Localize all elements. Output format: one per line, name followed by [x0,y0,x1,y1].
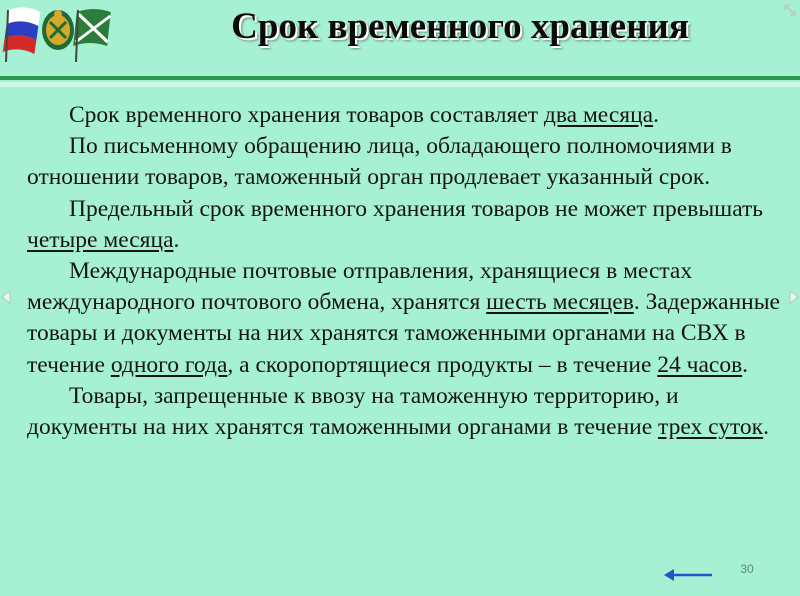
paragraph-text: Товары, запрещенные к ввозу на таможенную территорию, и документы на них хранятся таможенными органами в течение [27,382,679,441]
paragraph-text: . [633,289,640,316]
paragraph-text: , а скоропортящиеся продукты – в течение [227,351,658,378]
next-slide-arrow-icon[interactable] [788,290,800,304]
paragraph-text: По письменному обращению лица, обладающего полномочиями в отношении товаров, таможенный орган продлевает указанный срок. [27,133,732,191]
page-number: 30 [740,562,754,576]
expand-arrows-icon[interactable] [782,2,798,18]
paragraph-text: . [653,102,659,128]
paragraph-text: . [173,226,180,253]
slide-header [0,0,800,72]
paragraph-text: Международные почтовые отправления, хранящиеся в местах международного почтового обмена, хранятся [27,258,693,316]
paragraph-text: Срок временного хранения товаров составляет [69,102,544,128]
header-divider [0,76,800,88]
divider-line-light [0,82,800,87]
paragraph-extension [27,131,787,193]
emphasis-three-days: трех суток [658,414,764,441]
emphasis-six-months: шесть месяцев [486,289,634,316]
paragraph-text: Задержанные товары и документы на них хранятся таможенными органами на СВХ в течение [27,289,780,378]
emphasis-24-hours: 24 часов [657,351,743,378]
back-arrow-icon[interactable] [662,566,714,584]
emphasis-two-months: два месяца [543,102,654,128]
page-title: Срок временного хранения [231,6,689,47]
paragraph-text: Предельный срок временного хранения товаров не может превышать [69,195,764,222]
paragraph-max-term [27,194,787,256]
paragraph-storage-term [27,100,787,131]
paragraph-postal-items [27,256,787,381]
paragraph-text: . [763,414,769,441]
slide-body [27,100,787,443]
paragraph-prohibited-goods [27,381,787,443]
emphasis-four-months: четыре месяца [27,226,174,253]
previous-slide-arrow-icon[interactable] [0,290,12,304]
customs-emblem-with-flags-icon [0,0,118,66]
divider-line-dark [0,76,800,80]
paragraph-text: . [742,351,749,378]
emphasis-one-year: одного года [110,351,228,378]
